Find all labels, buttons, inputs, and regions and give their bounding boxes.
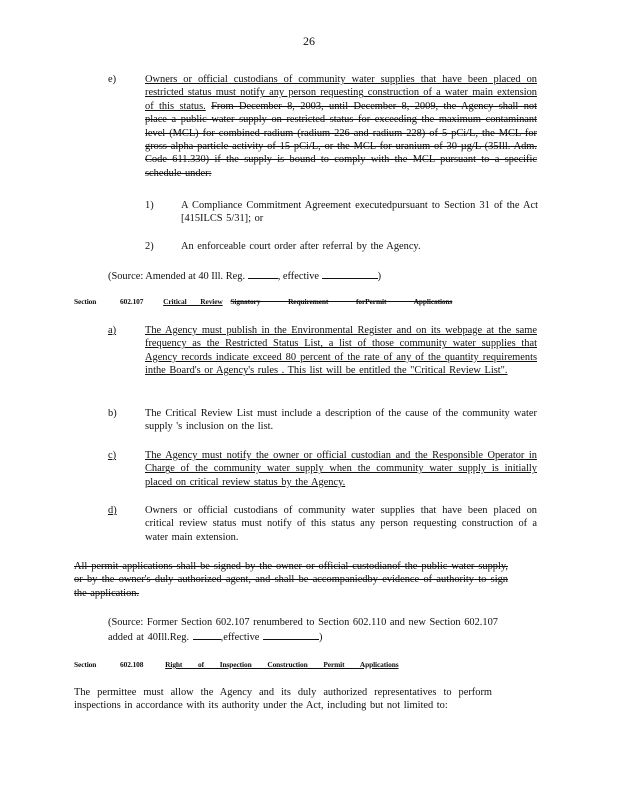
item-e-text bbox=[145, 73, 537, 180]
item-a-text: The Agency must publish in the Environmental Register and on its webpage at the same frequency as the Restricted Status List, a list of those community water supplies that Agency records indicate exceed 80 percent of the rate of any of the quantity requirements inthe Board's or Agency's rules . This list will be entitled the "Critical Review List". bbox=[145, 325, 537, 377]
inspection-paragraph: The permittee must allow the Agency and its duly authorized representatives to perform inspections in accordance with its authority under the Act, including but not limited to: bbox=[74, 687, 492, 712]
deleted-permit-paragraph: All permit applications shall be signed by the owner or official custodianof the public water supply, or by the owner's duly authorized agent, and shall be accompaniedby evidence of authority to sign the application. bbox=[74, 561, 508, 599]
item-d-text: Owners or official custodians of community water supplies that have been placed on critical review status must notify of this status any person requesting construction of a water main extension. bbox=[145, 505, 537, 543]
item-e-underlined-text: Owners or official custodians of community water supplies that have been placed on restricted status must notify any person requesting construction of a water main extension of this status. bbox=[145, 74, 537, 112]
item-e-label: e) bbox=[108, 74, 117, 85]
item-d-label: d) bbox=[108, 505, 117, 516]
item-c-label: c) bbox=[108, 450, 117, 461]
subitem-1-label: 1) bbox=[145, 200, 154, 211]
date-blank bbox=[322, 268, 378, 279]
date-blank bbox=[248, 268, 278, 279]
item-e-struck-text: From December 8, 2003, until December 8, 2009, the Agency shall not place a public water supply on restricted status for exceeding the maximum contaminant level (MCL) for combined radium (radium 226 and radium 228) of 5 pCi/L, the MCL for gross alpha particle activity of 15 pCi/L, or the MCL for uranium of 30 µg/L (35Ill. Adm. Code 611.330) if the supply is bound to comply with the MCL pursuant to a specific schedule under: bbox=[145, 100, 537, 179]
item-c-text: The Agency must notify the owner or official custodian and the Responsible Operator in Charge of the community water supply when the community water supply is initially placed on critical review status by the Agency. bbox=[145, 450, 537, 488]
page-number: 26 bbox=[303, 34, 315, 48]
item-b-text: The Critical Review List must include a description of the cause of the community water supply 's inclusion on the list. bbox=[145, 408, 537, 433]
item-a-label: a) bbox=[108, 325, 117, 336]
subitem-1-text: A Compliance Commitment Agreement executedpursuant to Section 31 of the Act [415ILCS 5/31]; or bbox=[181, 200, 538, 225]
date-blank bbox=[193, 629, 221, 640]
source-note-1: (Source: Amended at 40 Ill. Reg. , effective ) bbox=[108, 268, 381, 283]
source-note-2: (Source: Former Section 602.107 renumbered to Section 602.110 and new Section 602.107 added at 40Ill.Reg. ,effective ) bbox=[108, 617, 498, 644]
section-602-107-heading: Section 602.107 Critical Review Signatory Requirement forPermit Applications bbox=[74, 297, 453, 306]
date-blank bbox=[263, 629, 319, 640]
section-602-108-heading: Section 602.108 Right of Inspection Construction Permit Applications bbox=[74, 660, 399, 669]
subitem-2-label: 2) bbox=[145, 241, 154, 252]
item-b-label: b) bbox=[108, 408, 117, 419]
subitem-2-text: An enforceable court order after referral by the Agency. bbox=[181, 241, 421, 252]
